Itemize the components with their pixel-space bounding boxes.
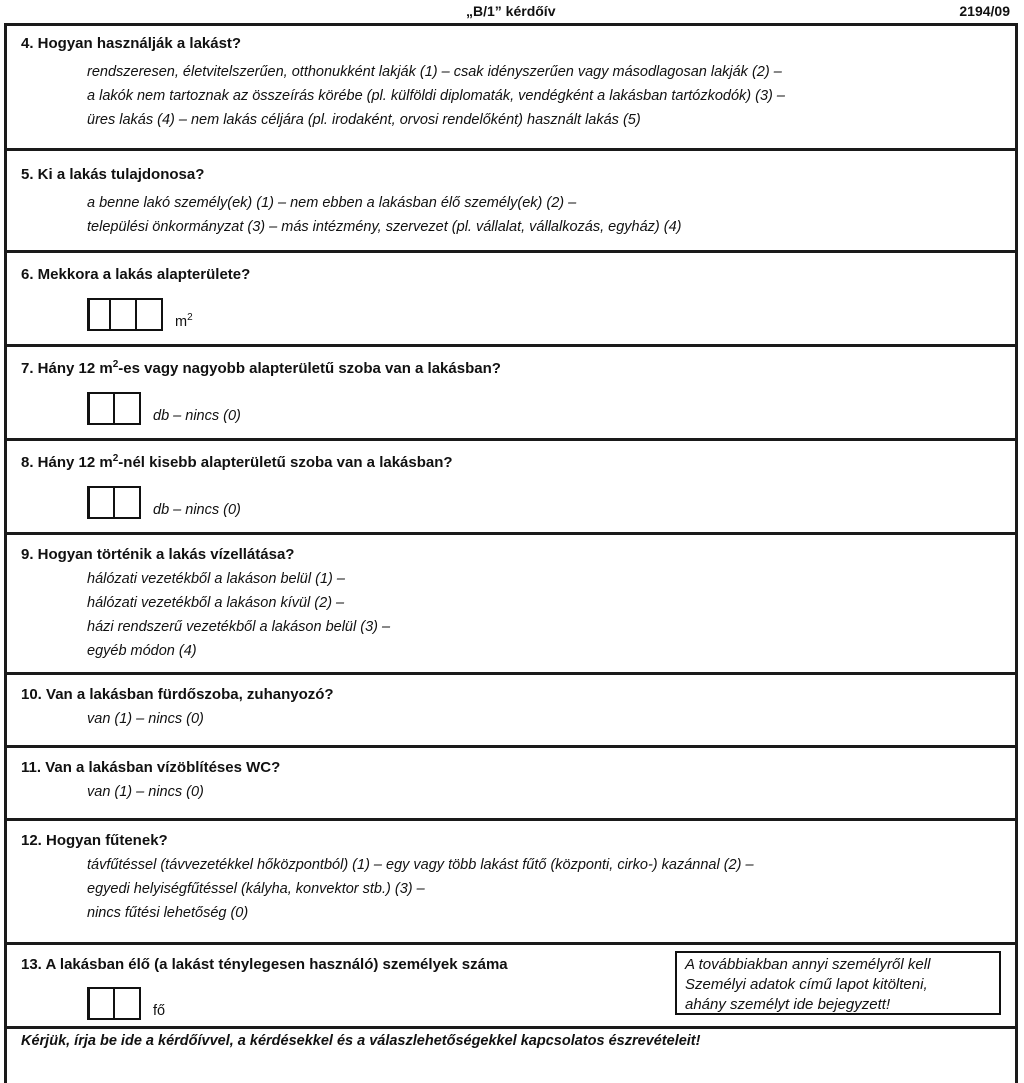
answer-options (21, 567, 1015, 663)
option-line[interactable]: a lakók nem tartoznak az összeírás körébe (pl. külföldi diplomaták, vendégként a lakásban tartózkodók) (3) – (87, 88, 785, 104)
answer-options (21, 780, 1015, 804)
question-label: 10. Van a lakásban fürdőszoba, zuhanyozó? (21, 686, 334, 703)
question-label: 6. Mekkora a lakás alapterülete? (21, 266, 251, 283)
digit-box[interactable] (87, 987, 115, 1020)
option-line[interactable]: van (1) – nincs (0) (87, 784, 204, 800)
question-label: 5. Ki a lakás tulajdonosa? (21, 166, 205, 183)
unit-label: db – nincs (0) (153, 408, 241, 424)
question-label: 7. Hány 12 $m^2-es$ vagy nagyobb alapterületű szoba van a lakásban? (21, 359, 501, 377)
question-label: 8. Hány 12 $m^2$-nél kisebb alapterületű szoba van a lakásban? (21, 453, 453, 471)
digit-box[interactable] (135, 298, 163, 331)
note-line: A továbbiakban annyi személyről kell (685, 956, 931, 973)
unit-label: $m^2$ (175, 312, 193, 330)
digit-box[interactable] (113, 486, 141, 519)
option-line[interactable]: a benne lakó személy(ek) (1) – nem ebben a lakásban élő személy(ek) (2) – (87, 195, 577, 211)
question-6 (7, 253, 1015, 347)
option-line[interactable]: hálózati vezetékből a lakáson kívül (2) – (87, 595, 345, 611)
option-line[interactable]: egyedi helyiségfűtéssel (kályha, konvektor stb.) (3) – (87, 881, 425, 897)
question-7 (7, 347, 1015, 441)
question-label: 4. Hogyan használják a lakást? (21, 35, 242, 52)
question-9 (7, 535, 1015, 675)
option-line[interactable]: nincs fűtési lehetőség (0) (87, 905, 249, 921)
option-line[interactable]: települési önkormányzat (3) – más intézmény, szervezet (pl. vállalat, vállalkozás, egyház) (4) (87, 219, 682, 235)
instruction-note (675, 951, 1001, 1015)
option-line[interactable]: távfűtéssel (távvezetékkel hőközpontból) (1) – egy vagy több lakást fűtő (központi, cirko-) kazánnal (2) – (87, 857, 754, 873)
room-count-input (87, 392, 1015, 425)
option-line[interactable]: hálózati vezetékből a lakáson belül (1) – (87, 571, 345, 587)
note-line: Személyi adatok című lapot kitölteni, (685, 976, 928, 993)
question-label: 13. A lakásban élő (a lakást ténylegesen használó) személyek száma (21, 956, 508, 973)
question-12 (7, 821, 1015, 945)
option-line[interactable]: van (1) – nincs (0) (87, 711, 204, 727)
option-line[interactable]: egyéb módon (4) (87, 643, 197, 659)
question-8 (7, 441, 1015, 535)
option-line[interactable]: rendszeresen, életvitelszerűen, otthonukként lakják (1) – csak idényszerűen vagy másodlagosan lakják (2) – (87, 64, 782, 80)
form-code: 2194/09 (959, 3, 1010, 19)
unit-label: db – nincs (0) (153, 502, 241, 518)
digit-box[interactable] (87, 486, 115, 519)
comments-prompt: Kérjük, írja be ide a kérdőívvel, a kérdésekkel és a válaszlehetőségekkel kapcsolatos észrevételeit! (21, 1033, 701, 1049)
answer-options (21, 60, 1015, 132)
form-body (4, 23, 1018, 1083)
question-label: 11. Van a lakásban vízöblítéses WC? (21, 759, 281, 776)
question-4 (7, 26, 1015, 151)
question-label: 9. Hogyan történik a lakás vízellátása? (21, 546, 295, 563)
digit-box[interactable] (113, 392, 141, 425)
answer-options (21, 853, 1015, 925)
question-label: 12. Hogyan fűtenek? (21, 832, 168, 849)
question-13 (7, 945, 1015, 1029)
digit-box[interactable] (87, 392, 115, 425)
option-line[interactable]: házi rendszerű vezetékből a lakáson belül (3) – (87, 619, 391, 635)
area-input (87, 298, 1015, 331)
room-count-input (87, 486, 1015, 519)
answer-options (21, 707, 1015, 731)
answer-options (21, 191, 1015, 239)
digit-box[interactable] (87, 298, 111, 331)
question-10 (7, 675, 1015, 748)
option-line[interactable]: üres lakás (4) – nem lakás céljára (pl. irodaként, orvosi rendelőként) használt lakás (5) (87, 112, 641, 128)
form-title: „B/1” kérdőív (466, 3, 556, 19)
digit-box[interactable] (109, 298, 137, 331)
digit-box[interactable] (113, 987, 141, 1020)
note-line: ahány személyt ide bejegyzett! (685, 996, 891, 1013)
question-5 (7, 151, 1015, 253)
page-header (0, 0, 1024, 22)
unit-label: fő (153, 1003, 166, 1019)
question-11 (7, 748, 1015, 821)
